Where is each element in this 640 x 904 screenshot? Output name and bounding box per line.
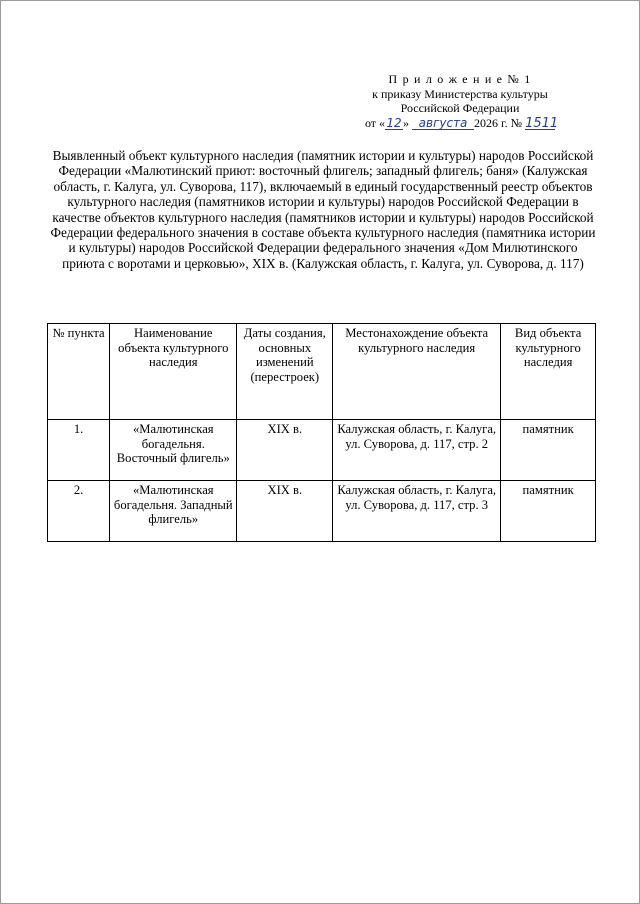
appendix-title: П р и л о ж е н и е № 1: [388, 72, 532, 86]
appendix-header: [300, 72, 620, 130]
cell-location: Калужская область, г. Калуга, ул. Суворова, д. 117, стр. 3: [333, 481, 501, 542]
header-dates: Даты создания, основных изменений (перестроек): [237, 324, 333, 420]
appendix-date-line: [300, 116, 620, 131]
cell-name: «Малютинская богадельня. Восточный флигель»: [110, 420, 237, 481]
appendix-ministry-line: Российской Федерации: [400, 101, 520, 115]
cell-name: «Малютинская богадельня. Западный флигель»: [110, 481, 237, 542]
objects-table: [47, 323, 596, 542]
cell-dates: XIX в.: [237, 420, 333, 481]
header-location: Местонахождение объекта культурного наследия: [333, 324, 501, 420]
handwritten-day: 12: [386, 115, 402, 130]
cell-number: 2.: [48, 481, 110, 542]
header-number: № пункта: [48, 324, 110, 420]
cell-dates: XIX в.: [237, 481, 333, 542]
cell-type: памятник: [501, 420, 596, 481]
header-type: Вид объекта культурного наследия: [501, 324, 596, 420]
cell-type: памятник: [501, 481, 596, 542]
date-prefix: от «: [364, 115, 386, 130]
header-name: Наименование объекта культурного наследия: [110, 324, 237, 420]
cell-location: Калужская область, г. Калуга, ул. Суворова, д. 117, стр. 2: [333, 420, 501, 481]
date-mid: »: [403, 115, 410, 130]
table-row: [48, 420, 596, 481]
table-row: [48, 481, 596, 542]
appendix-order-line: к приказу Министерства культуры: [372, 86, 548, 101]
table-header-row: [48, 324, 596, 420]
year-text: 2026 г. №: [474, 115, 523, 130]
cell-number: 1.: [48, 420, 110, 481]
handwritten-order-number: 1511: [525, 115, 559, 131]
document-title: Выявленный объект культурного наследия (памятник истории и культуры) народов Российской Федерации «Малютинский приют: восточный флигель; западный флигель; баня» (Калужская область, г. Калуга, ул. Суворова, 117), включаемый в единый государственный реестр объектов культурного наследия (памятников истории и культуры) народов Российской Федерации в качестве объектов культурного наследия (памятников истории и культуры) народов Российской Федерации федерального значения в составе объекта культурного наследия (памятника истории и культуры) народов Российской Федерации федерального значения «Дом Милютинского приюта с воротами и церковью», XIX в. (Калужская область, г. Калуга, ул. Суворова, д. 117): [50, 148, 596, 271]
handwritten-month: августа: [412, 118, 474, 130]
